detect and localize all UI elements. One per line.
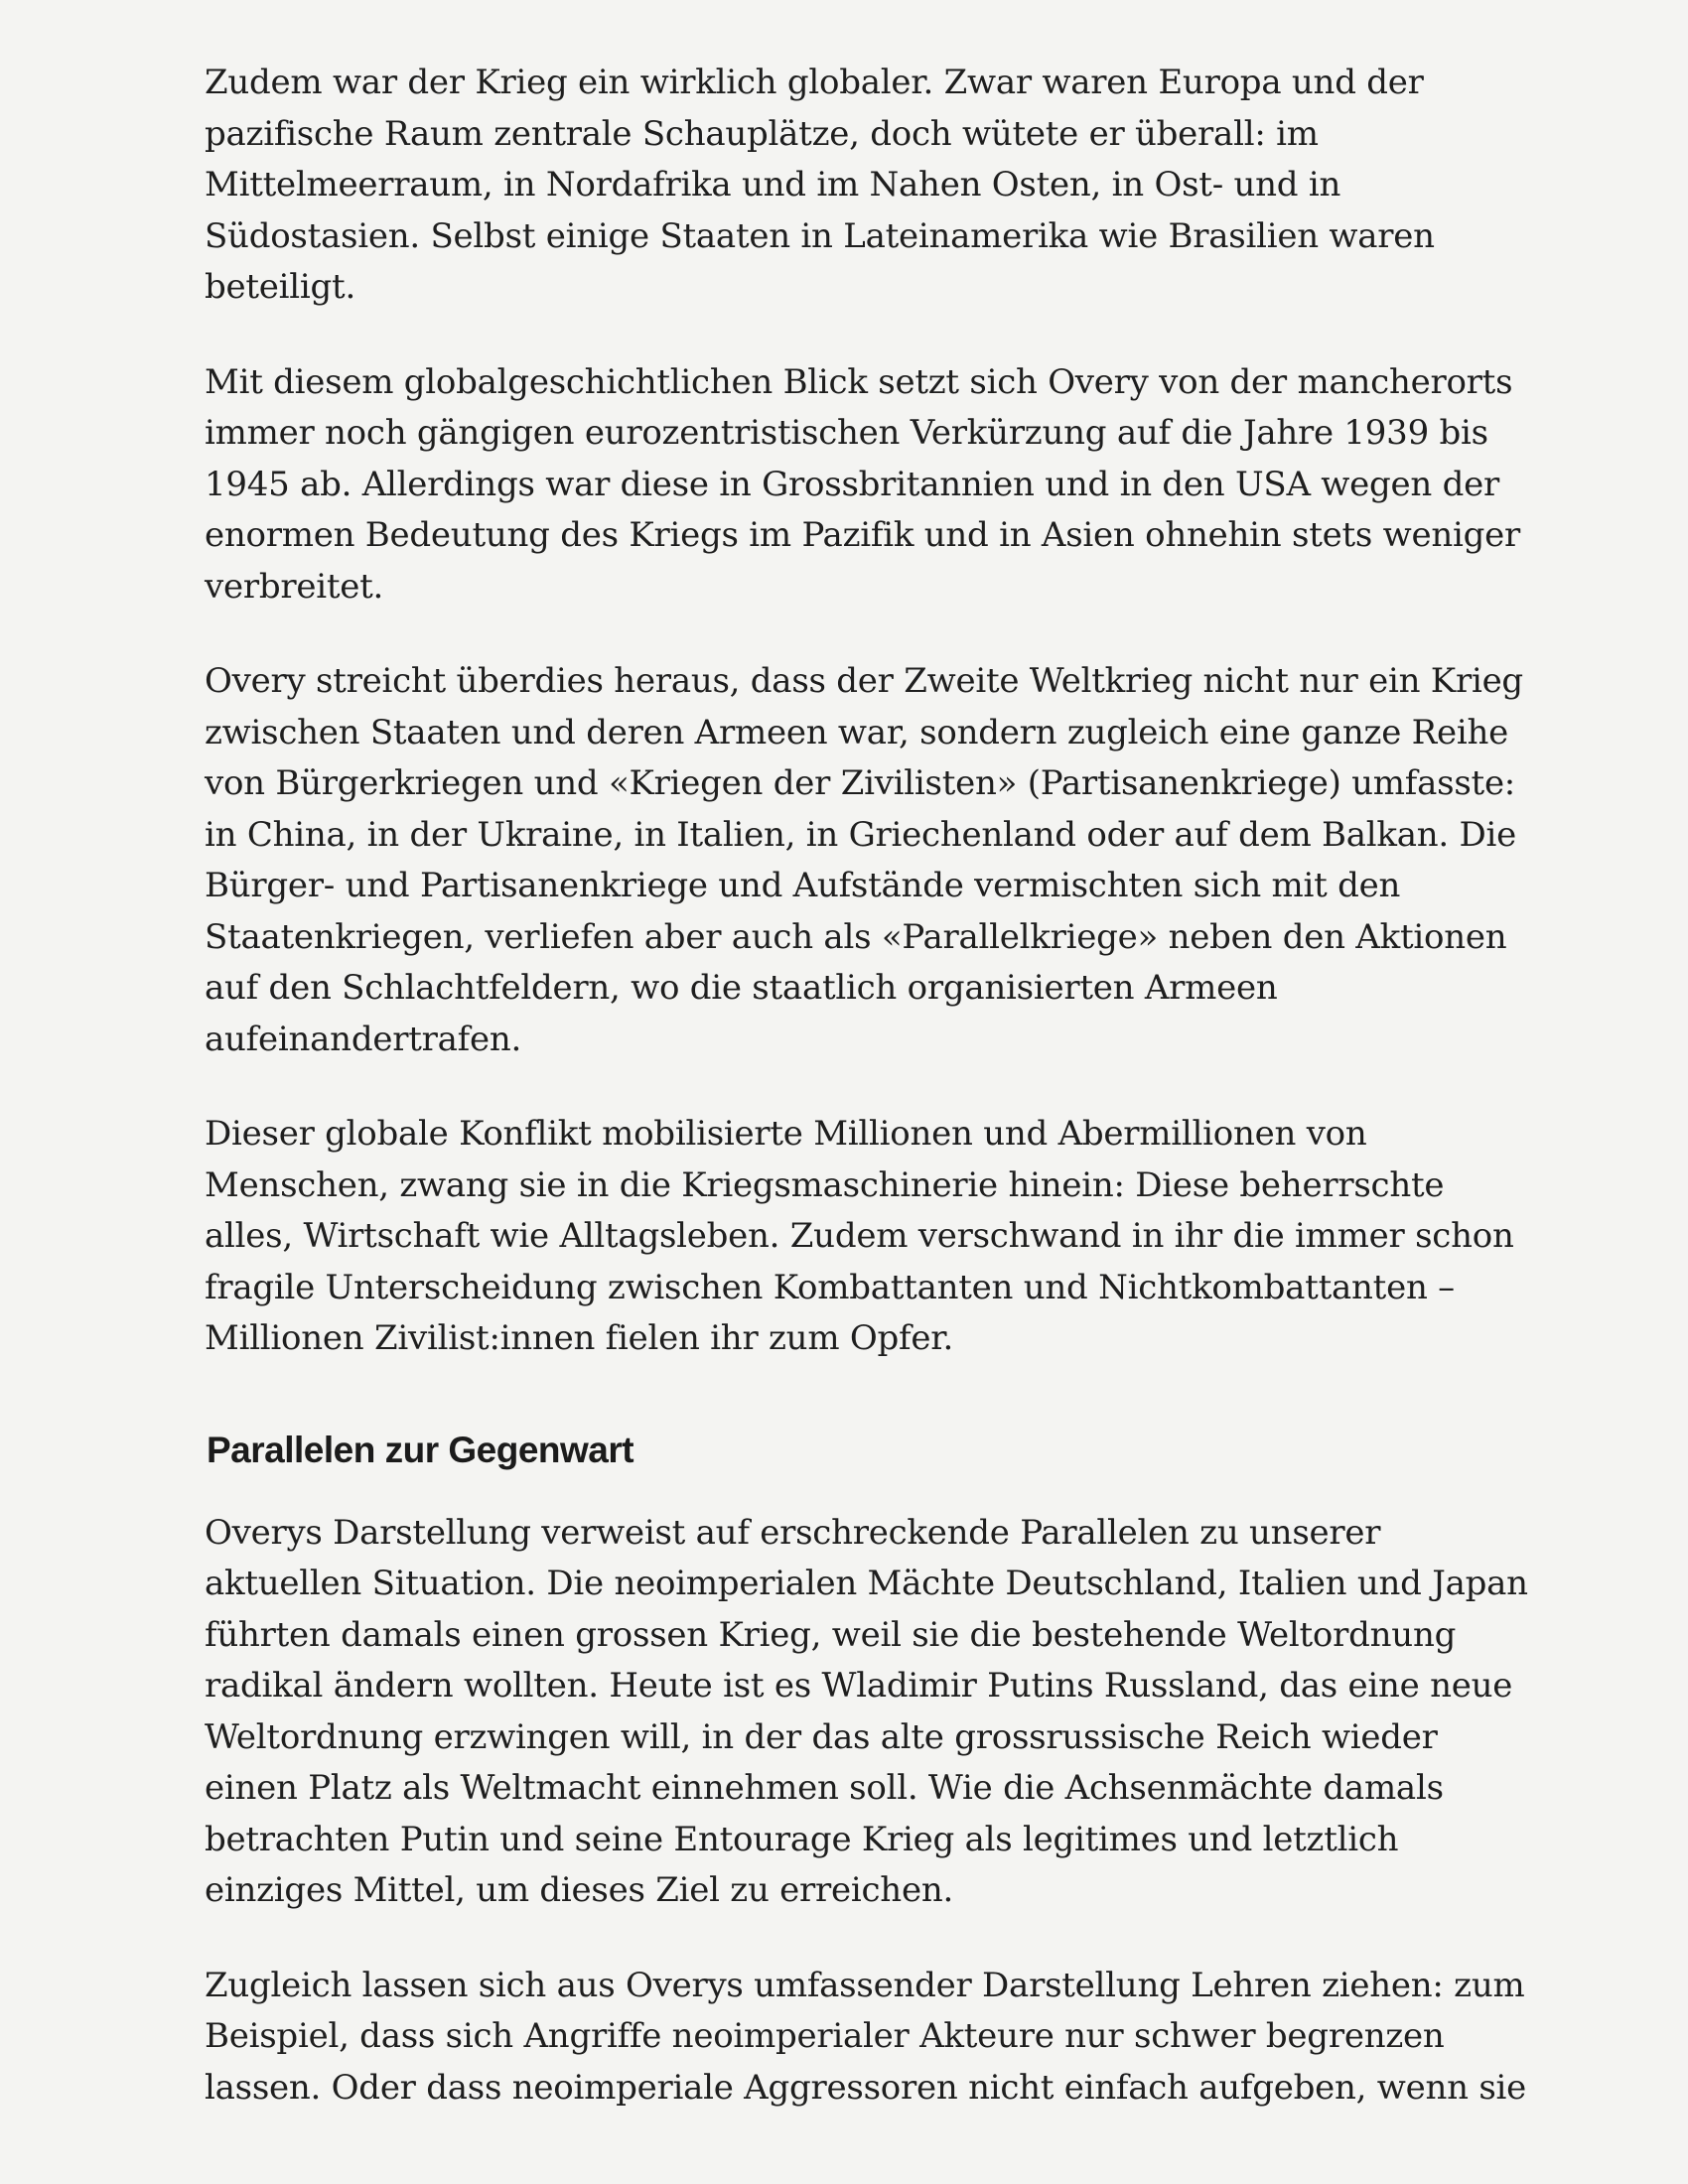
paragraph-parallels: Overys Darstellung verweist auf erschreckende Parallelen zu unserer aktuellen Situation. Die neoimperialen Mächte Deutschland, Italien und Japan führten damals einen grossen Krieg, weil sie die bestehende Weltordnung radikal ändern wollten. Heute ist es Wladimir Putins Russland, das eine neue Weltordnung erzwingen will, in der das alte grossrussische Reich wieder einen Platz als Weltmacht einnehmen soll. Wie die Achsenmächte damals betrachten Putin und seine Entourage Krieg als legitimes und letztlich einziges Mittel, um dieses Ziel zu erreichen.: [205, 1512, 1528, 1910]
paragraph-civil-wars: Overy streicht überdies heraus, dass der Zweite Weltkrieg nicht nur ein Krieg zwischen Staaten und deren Armeen war, sondern zugleich eine ganze Reihe von Bürgerkriegen und «Kriegen der Zivilisten» (Partisanenkriege) umfasste: in China, in der Ukraine, in Italien, in Griechenland oder auf dem Balkan. Die Bürger- und Partisanenkriege und Aufstände vermischten sich mit den Staatenkriegen, verliefen aber auch als «Parallelkriege» neben den Aktionen auf den Schlachtfeldern, wo die staatlich organisierten Armeen aufeinandertrafen.: [205, 661, 1523, 1059]
paragraph-lessons: Zugleich lassen sich aus Overys umfassender Darstellung Lehren ziehen: zum Beispiel, dass sich Angriffe neoimperialer Akteure nur schwer begrenzen lassen. Oder dass neoimperiale Aggressoren nicht einfach aufgeben, wenn sie: [205, 1965, 1527, 2108]
paragraph-mobilization: Dieser globale Konflikt mobilisierte Millionen und Abermillionen von Menschen, zwang sie in die Kriegsmaschinerie hinein: Diese beherrschte alles, Wirtschaft wie Alltagsleben. Zudem verschwand in ihr die immer schon fragile Unterscheidung zwischen Kombattanten und Nichtkombattanten – Millionen Zivilist:innen fielen ihr zum Opfer.: [205, 1114, 1514, 1358]
paragraph-global-war: Zudem war der Krieg ein wirklich globaler. Zwar waren Europa und der pazifische Raum zentrale Schauplätze, doch wütete er überall: im Mittelmeerraum, in Nordafrika und im Nahen Osten, in Ost- und in Südostasien. Selbst einige Staaten in Lateinamerika wie Brasilien waren beteiligt.: [205, 63, 1435, 307]
paragraph-global-perspective: Mit diesem globalgeschichtlichen Blick setzt sich Overy von der mancherorts immer noch gängigen eurozentristischen Verkürzung auf die Jahre 1939 bis 1945 ab. Allerdings war diese in Grossbritannien und in den USA wegen der enormen Bedeutung des Kriegs im Pazifik und in Asien ohnehin stets weniger verbreitet.: [205, 361, 1521, 607]
article-body: [205, 58, 1535, 2157]
section-heading: Parallelen zur Gegenwart: [207, 1429, 634, 1470]
